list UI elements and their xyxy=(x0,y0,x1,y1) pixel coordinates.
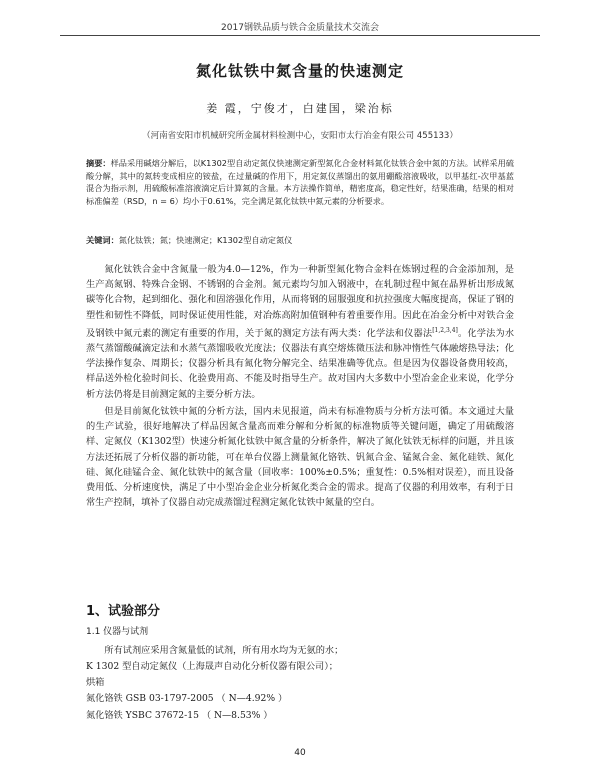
paper-title: 氮化钛铁中氮含量的快速测定 xyxy=(195,62,404,80)
authors: 姜 霞，宁俊才，白建国，梁治标 xyxy=(206,102,394,115)
paragraph-1-part-a: 氮化钛铁合金中含氮量一般为4.0—12%，作为一种新型氮化物合金料在炼钢过程的合金添加剂，是生产高氮钢、特殊合金钢、不锈钢的合金剂。氮元素均匀加入钢液中，在轧制过程中氮在晶界析出形成氮碳等化合物，起到细化、强化和固溶强化作用，从而将钢的屈服强度和抗拉强度大幅度提高，保证了钢的塑性和韧性不降低，同时保证使用性能，对冶炼高附加值钢种有着重要作用。因此在冶金分析中对铁合金及钢铁中氮元素的测定有重要的作用，关于氮的测定方法有两大类：化学法和仪器法 xyxy=(86,264,514,339)
reference-citation: [1,2,3,4] xyxy=(432,326,458,334)
subsection-heading: 1.1 仪器与试剂 xyxy=(86,627,149,637)
abstract-text: 样品采用碱熔分解后，以K1302型自动定氮仪快速测定新型氮化合金材料氮化钛铁合金中氮的方法。试样采用硫酸分解，其中的氮转变成相应的铵盐，在过量碱的作用下，用定氮仪蒸馏出的氨用硼酸溶液吸收，以甲基红-次甲基蓝混合为指示剂，用硫酸标准溶液滴定后计算氮的含量。本方法操作简单，精密度高，稳定性好，结果准确，结果的相对标准偏差（RSD，n = 6）均小于0.61%，完全满足氮化钛铁中氮元素的分析要求。 xyxy=(86,158,514,206)
paragraph-1-part-b: 。化学法为水蒸气蒸馏酸碱滴定法和水蒸气蒸馏吸收光度法；仪器法有真空熔炼微压法和脉冲惰性气体融熔热导法；化学法操作复杂、周期长；仪器分析具有氮化物分解完全、结果准确等优点。但是因为仪器设备费用较高，样品送外检化验时间长、化验费用高、不能及时指导生产。故对国内大多数中小型冶金企业来说，化学分析方法仍将是目前测定氮的主要分析方法。 xyxy=(86,327,515,400)
paragraph-2: 但是目前氮化钛铁中氮的分析方法，国内未见报道，尚未有标准物质与分析方法可循。本文通过大量的生产试验，很好地解决了样品因氮含量高而难分解和分析氮的标准物质等关键问题，确定了用硫酸溶样、定氮仪（K1302型）快速分析氮化钛铁中氮含量的分析条件，解决了氮化钛铁无标样的问题，并且该方法还拓展了分析仪器的新功能，可在单台仪器上测量氮化铬铁、钒氮合金、锰氮合金、氮化硅铁、氮化硅、氮化硅锰合金、氮化钛铁中的氮含量（回收率：100%±0.5%；重复性：0.5%相对误差），而且设备费用低、分析速度快，满足了中小型冶金企业分析氮化类合金的需求。提高了仪器的利用效率，有利于日常生产控制，填补了仪器自动完成蒸馏过程测定氮化钛铁中氮量的空白。 xyxy=(86,405,514,509)
keywords-label: 关键词： xyxy=(86,235,119,245)
body-text xyxy=(86,262,514,512)
header-rule xyxy=(60,35,540,36)
section-heading: 1、试验部分 xyxy=(86,604,161,619)
affiliation: （河南省安阳市机械研究所金属材料检测中心，安阳市太行冶金有限公司 455133） xyxy=(142,131,458,141)
instrument-line: K 1302 型自动定氮仪（上海晟声自动化分析仪器有限公司）； xyxy=(86,661,338,672)
running-header: 2017钢铁品质与铁合金质量技术交流会 xyxy=(221,23,379,33)
oven-line: 烘箱 xyxy=(86,677,105,688)
reagent-note: 所有试剂应采用含氮量低的试剂，所有用水均为无氨的水； xyxy=(104,645,344,656)
keywords xyxy=(86,234,514,246)
page-number: 40 xyxy=(294,748,306,758)
standard-material-2: 氮化铬铁 YSBC 37672-15 （ N—8.53% ） xyxy=(86,710,273,721)
paragraph-1 xyxy=(86,262,514,402)
abstract-label: 摘要： xyxy=(86,158,111,168)
standard-material-1: 氮化铬铁 GSB 03-1797-2005 （ N—4.92% ） xyxy=(86,693,288,704)
keywords-text: 氮化钛铁；氮；快速测定；K1302型自动定氮仪 xyxy=(118,235,293,245)
abstract xyxy=(86,157,514,207)
